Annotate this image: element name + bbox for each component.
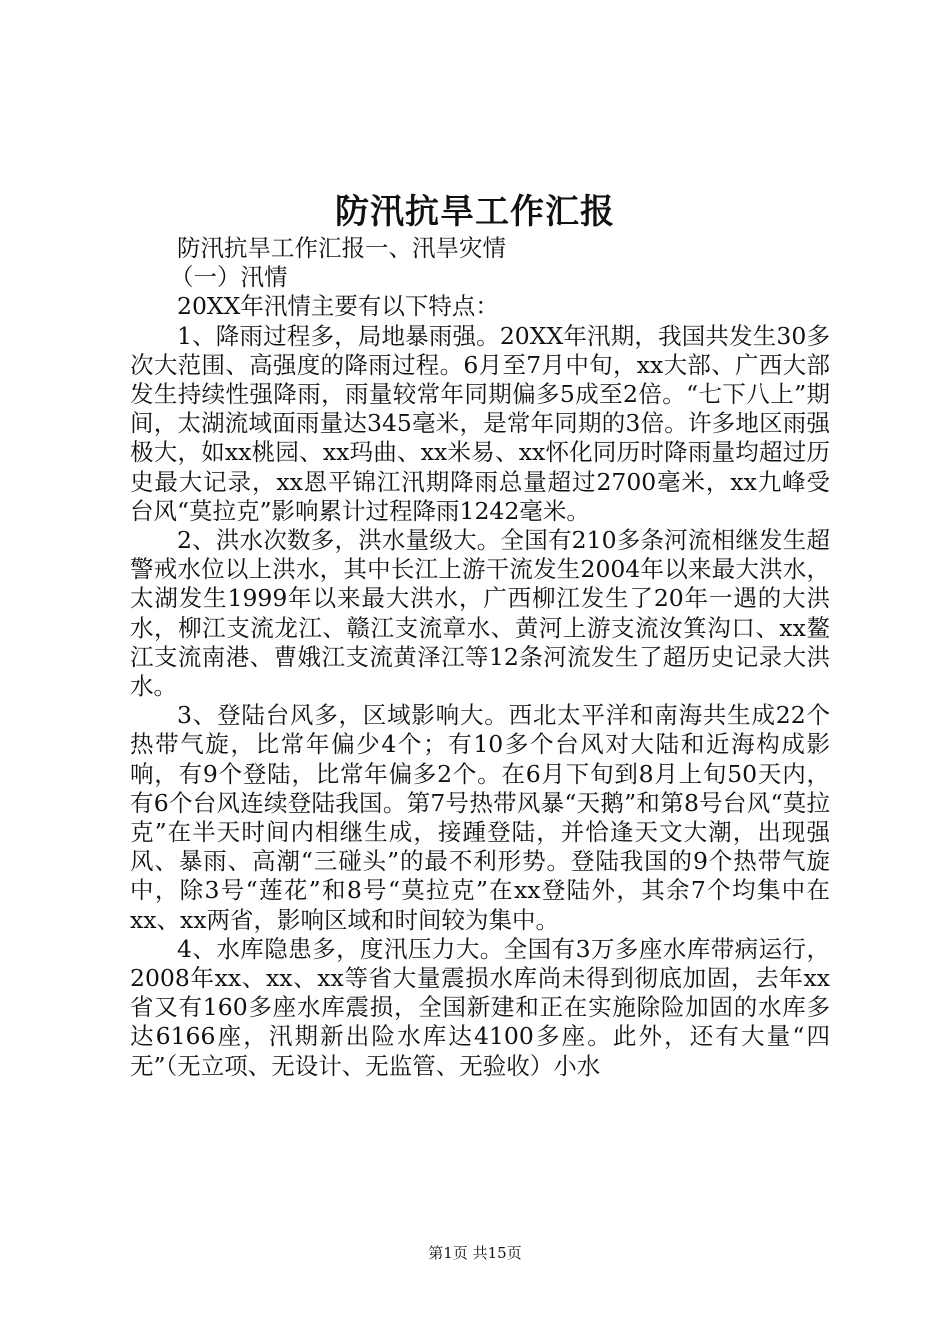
document-title: 防汛抗旱工作汇报 bbox=[335, 192, 615, 232]
lead-sentence: 20XX年汛情主要有以下特点： bbox=[177, 292, 499, 321]
document-body bbox=[130, 234, 830, 1081]
paragraph-3: 3、登陆台风多，区域影响大。西北太平洋和南海共生成22个热带气旋，比常年偏少4个；有10多个台风对大陆和近海构成影响，有9个登陆，比常年偏多2个。在6月下旬到8月上旬50天内，有6个台风连续登陆我国。第7号热带风暴“天鹅”和第8号台风“莫拉克”在半天时间内相继生成，接踵登陆，并恰逢天文大潮，出现强风、暴雨、高潮“三碰头”的最不利形势。登陆我国的9个热带气旋中，除3号“莲花”和8号“莫拉克”在xx登陆外，其余7个均集中在xx、xx两省，影响区域和时间较为集中。 bbox=[130, 701, 830, 934]
paragraph-2: 2、洪水次数多，洪水量级大。全国有210多条河流相继发生超警戒水位以上洪水，其中长江上游干流发生2004年以来最大洪水，太湖发生1999年以来最大洪水，广西柳江发生了20年一遇的大洪水，柳江支流龙江、赣江支流章水、黄河上游支流汝箕沟口、xx鳌江支流南港、曹娥江支流黄泽江等12条河流发生了超历史记录大洪水。 bbox=[130, 526, 830, 701]
section-heading: （一）汛情 bbox=[170, 263, 288, 292]
intro-line: 防汛抗旱工作汇报一、汛旱灾情 bbox=[177, 234, 506, 262]
paragraph-1: 1、降雨过程多，局地暴雨强。20XX年汛期，我国共发生30多次大范围、高强度的降雨过程。6月至7月中旬，xx大部、广西大部发生持续性强降雨，雨量较常年同期偏多5成至2倍。“七下八上”期间，太湖流域面雨量达345毫米，是常年同期的3倍。许多地区雨强极大，如xx桃园、xx玛曲、xx米易、xx怀化同历时降雨量均超过历史最大记录，xx恩平锦江汛期降雨总量超过2700毫米，xx九峰受台风“莫拉克”影响累计过程降雨1242毫米。 bbox=[130, 321, 830, 525]
page-footer: 第1页 共15页 bbox=[428, 1244, 522, 1262]
paragraph-4: 4、水库隐患多，度汛压力大。全国有3万多座水库带病运行，2008年xx、xx、xx等省大量震损水库尚未得到彻底加固，去年xx省又有160多座水库震损，全国新建和正在实施除险加固的水库多达6166座，汛期新出险水库达4100多座。此外，还有大量“四无”（无立项、无设计、无监管、无验收）小水 bbox=[130, 934, 830, 1080]
